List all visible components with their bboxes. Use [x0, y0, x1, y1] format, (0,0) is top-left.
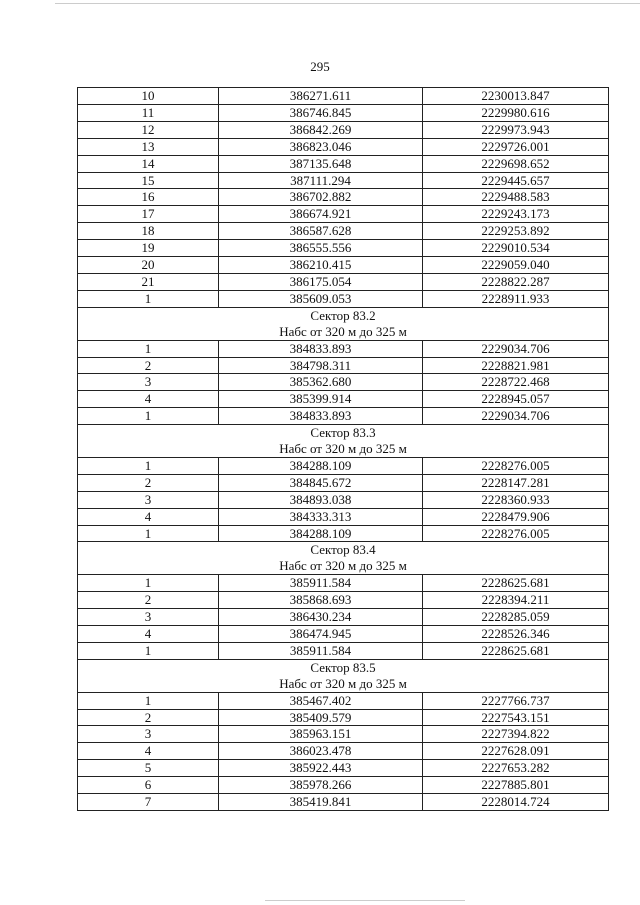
y-coordinate-cell: 2228722.468 [423, 374, 609, 391]
table-row [78, 626, 609, 643]
point-number-cell: 1 [78, 575, 219, 592]
y-coordinate-cell: 2229488.583 [423, 189, 609, 206]
x-coordinate-cell: 385978.266 [219, 777, 423, 794]
point-number-cell: 3 [78, 491, 219, 508]
y-coordinate-cell: 2229034.706 [423, 408, 609, 425]
y-coordinate-cell: 2229445.657 [423, 172, 609, 189]
x-coordinate-cell: 385609.053 [219, 290, 423, 307]
point-number-cell: 16 [78, 189, 219, 206]
sector-title: Сектор 83.4 [78, 542, 609, 558]
point-number-cell: 14 [78, 155, 219, 172]
sector-elevation-row [78, 558, 609, 574]
x-coordinate-cell: 384288.109 [219, 525, 423, 542]
x-coordinate-cell: 387111.294 [219, 172, 423, 189]
x-coordinate-cell: 386023.478 [219, 743, 423, 760]
point-number-cell: 15 [78, 172, 219, 189]
y-coordinate-cell: 2229243.173 [423, 206, 609, 223]
y-coordinate-cell: 2228360.933 [423, 491, 609, 508]
table-row [78, 525, 609, 542]
point-number-cell: 7 [78, 794, 219, 811]
point-number-cell: 6 [78, 777, 219, 794]
y-coordinate-cell: 2229253.892 [423, 223, 609, 240]
y-coordinate-cell: 2228479.906 [423, 508, 609, 525]
sector-elevation-range: Набс от 320 м до 325 м [78, 441, 609, 457]
y-coordinate-cell: 2229034.706 [423, 340, 609, 357]
table-row [78, 777, 609, 794]
table-row [78, 206, 609, 223]
point-number-cell: 1 [78, 642, 219, 659]
x-coordinate-cell: 385963.151 [219, 726, 423, 743]
x-coordinate-cell: 384288.109 [219, 457, 423, 474]
y-coordinate-cell: 2227628.091 [423, 743, 609, 760]
scan-edge-top [55, 3, 640, 4]
y-coordinate-cell: 2228945.057 [423, 391, 609, 408]
point-number-cell: 18 [78, 223, 219, 240]
point-number-cell: 3 [78, 609, 219, 626]
sector-elevation-range: Набс от 320 м до 325 м [78, 324, 609, 340]
point-number-cell: 20 [78, 257, 219, 274]
point-number-cell: 1 [78, 408, 219, 425]
x-coordinate-cell: 384333.313 [219, 508, 423, 525]
table-row [78, 794, 609, 811]
x-coordinate-cell: 385467.402 [219, 692, 423, 709]
table-row [78, 189, 609, 206]
y-coordinate-cell: 2229059.040 [423, 257, 609, 274]
x-coordinate-cell: 384845.672 [219, 474, 423, 491]
x-coordinate-cell: 385362.680 [219, 374, 423, 391]
y-coordinate-cell: 2227543.151 [423, 709, 609, 726]
table-row [78, 138, 609, 155]
y-coordinate-cell: 2228625.681 [423, 575, 609, 592]
sector-title: Сектор 83.5 [78, 659, 609, 675]
y-coordinate-cell: 2228147.281 [423, 474, 609, 491]
sector-elevation-row [78, 324, 609, 340]
point-number-cell: 17 [78, 206, 219, 223]
table-row [78, 155, 609, 172]
table-row [78, 290, 609, 307]
table-row [78, 491, 609, 508]
x-coordinate-cell: 386271.611 [219, 88, 423, 105]
point-number-cell: 4 [78, 391, 219, 408]
sector-title-row [78, 542, 609, 558]
x-coordinate-cell: 386210.415 [219, 257, 423, 274]
point-number-cell: 2 [78, 357, 219, 374]
y-coordinate-cell: 2228821.981 [423, 357, 609, 374]
table-row [78, 726, 609, 743]
table-row [78, 474, 609, 491]
x-coordinate-cell: 386746.845 [219, 104, 423, 121]
sector-elevation-range: Набс от 320 м до 325 м [78, 676, 609, 692]
y-coordinate-cell: 2229973.943 [423, 121, 609, 138]
page-number: 295 [310, 59, 330, 74]
x-coordinate-cell: 385922.443 [219, 760, 423, 777]
sector-elevation-row [78, 441, 609, 457]
point-number-cell: 4 [78, 743, 219, 760]
table-row [78, 508, 609, 525]
y-coordinate-cell: 2228526.346 [423, 626, 609, 643]
sector-title-row [78, 425, 609, 441]
y-coordinate-cell: 2228911.933 [423, 290, 609, 307]
sector-elevation-row [78, 676, 609, 692]
point-number-cell: 21 [78, 273, 219, 290]
point-number-cell: 4 [78, 626, 219, 643]
table-row [78, 743, 609, 760]
point-number-cell: 1 [78, 525, 219, 542]
table-row [78, 391, 609, 408]
x-coordinate-cell: 385419.841 [219, 794, 423, 811]
table-row [78, 121, 609, 138]
x-coordinate-cell: 384893.038 [219, 491, 423, 508]
table-row [78, 273, 609, 290]
table-row [78, 374, 609, 391]
y-coordinate-cell: 2228822.287 [423, 273, 609, 290]
table-row [78, 642, 609, 659]
x-coordinate-cell: 387135.648 [219, 155, 423, 172]
point-number-cell: 12 [78, 121, 219, 138]
y-coordinate-cell: 2229726.001 [423, 138, 609, 155]
y-coordinate-cell: 2228276.005 [423, 457, 609, 474]
y-coordinate-cell: 2228014.724 [423, 794, 609, 811]
point-number-cell: 1 [78, 340, 219, 357]
table-row [78, 172, 609, 189]
x-coordinate-cell: 385868.693 [219, 592, 423, 609]
table-row [78, 709, 609, 726]
y-coordinate-cell: 2229980.616 [423, 104, 609, 121]
y-coordinate-cell: 2228276.005 [423, 525, 609, 542]
point-number-cell: 13 [78, 138, 219, 155]
coordinates-table [77, 87, 609, 811]
x-coordinate-cell: 386823.046 [219, 138, 423, 155]
x-coordinate-cell: 386474.945 [219, 626, 423, 643]
x-coordinate-cell: 385911.584 [219, 642, 423, 659]
point-number-cell: 19 [78, 240, 219, 257]
y-coordinate-cell: 2229010.534 [423, 240, 609, 257]
x-coordinate-cell: 386702.882 [219, 189, 423, 206]
y-coordinate-cell: 2227885.801 [423, 777, 609, 794]
y-coordinate-cell: 2227766.737 [423, 692, 609, 709]
y-coordinate-cell: 2228394.211 [423, 592, 609, 609]
x-coordinate-cell: 384833.893 [219, 408, 423, 425]
x-coordinate-cell: 386674.921 [219, 206, 423, 223]
sector-title: Сектор 83.2 [78, 307, 609, 323]
table-row [78, 575, 609, 592]
sector-title-row [78, 659, 609, 675]
table-row [78, 760, 609, 777]
table-row [78, 240, 609, 257]
table-row [78, 609, 609, 626]
point-number-cell: 3 [78, 726, 219, 743]
y-coordinate-cell: 2228625.681 [423, 642, 609, 659]
table-row [78, 223, 609, 240]
sector-elevation-range: Набс от 320 м до 325 м [78, 558, 609, 574]
table-row [78, 357, 609, 374]
y-coordinate-cell: 2230013.847 [423, 88, 609, 105]
table-row [78, 257, 609, 274]
x-coordinate-cell: 386430.234 [219, 609, 423, 626]
table-row [78, 457, 609, 474]
x-coordinate-cell: 385409.579 [219, 709, 423, 726]
point-number-cell: 2 [78, 709, 219, 726]
sector-title: Сектор 83.3 [78, 425, 609, 441]
x-coordinate-cell: 384833.893 [219, 340, 423, 357]
point-number-cell: 4 [78, 508, 219, 525]
point-number-cell: 5 [78, 760, 219, 777]
y-coordinate-cell: 2227653.282 [423, 760, 609, 777]
table-row [78, 592, 609, 609]
point-number-cell: 1 [78, 692, 219, 709]
sector-title-row [78, 307, 609, 323]
x-coordinate-cell: 384798.311 [219, 357, 423, 374]
table-row [78, 340, 609, 357]
x-coordinate-cell: 385399.914 [219, 391, 423, 408]
x-coordinate-cell: 386842.269 [219, 121, 423, 138]
point-number-cell: 1 [78, 290, 219, 307]
y-coordinate-cell: 2229698.652 [423, 155, 609, 172]
x-coordinate-cell: 386555.556 [219, 240, 423, 257]
x-coordinate-cell: 386587.628 [219, 223, 423, 240]
point-number-cell: 10 [78, 88, 219, 105]
point-number-cell: 11 [78, 104, 219, 121]
table-row [78, 104, 609, 121]
point-number-cell: 2 [78, 592, 219, 609]
table-row [78, 408, 609, 425]
coordinates-table-body [78, 88, 609, 811]
y-coordinate-cell: 2228285.059 [423, 609, 609, 626]
y-coordinate-cell: 2227394.822 [423, 726, 609, 743]
table-row [78, 692, 609, 709]
point-number-cell: 1 [78, 457, 219, 474]
table-row [78, 88, 609, 105]
x-coordinate-cell: 386175.054 [219, 273, 423, 290]
x-coordinate-cell: 385911.584 [219, 575, 423, 592]
point-number-cell: 2 [78, 474, 219, 491]
scan-edge-bottom [265, 900, 465, 901]
point-number-cell: 3 [78, 374, 219, 391]
